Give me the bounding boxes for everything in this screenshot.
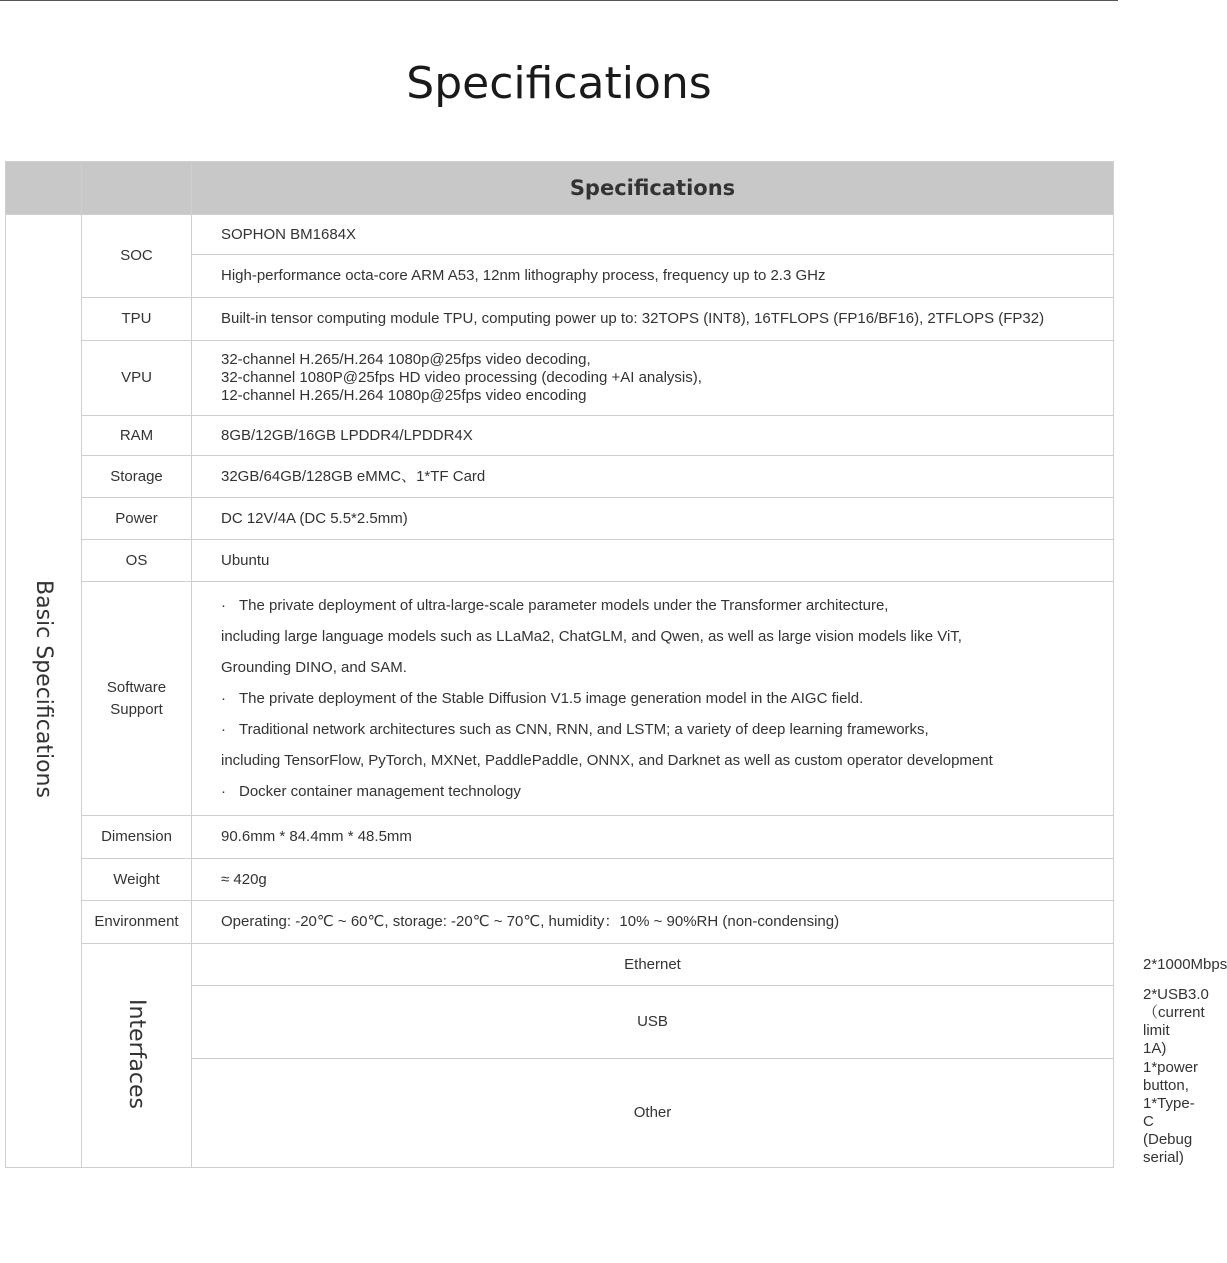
row-value-storage: 32GB/64GB/128GB eMMC、1*TF Card bbox=[192, 456, 1114, 498]
bullet: · bbox=[221, 783, 226, 800]
table-header-row bbox=[6, 162, 1114, 215]
row-label-os: OS bbox=[82, 540, 192, 582]
row-label-weight: Weight bbox=[82, 859, 192, 901]
table-row bbox=[6, 298, 1114, 341]
software-text: The private deployment of the Stable Diffusion V1.5 image generation model in the AIGC field. bbox=[239, 690, 864, 707]
software-label-line: Software bbox=[106, 678, 167, 696]
row-value-tpu: Built-in tensor computing module TPU, computing power up to: 32TOPS (INT8), 16TFLOPS (FP16/BF16), 2TFLOPS (FP32) bbox=[192, 298, 1114, 341]
table-row bbox=[6, 456, 1114, 498]
vpu-line: 32-channel H.265/H.264 1080p@25fps video decoding, bbox=[221, 351, 591, 368]
table-row bbox=[6, 341, 1114, 416]
table-row bbox=[6, 901, 1114, 944]
row-label-storage: Storage bbox=[82, 456, 192, 498]
table-row bbox=[6, 215, 1114, 255]
vpu-line: 32-channel 1080P@25fps HD video processing (decoding +AI analysis), bbox=[221, 369, 702, 386]
row-label-power: Power bbox=[82, 498, 192, 540]
row-label-vpu: VPU bbox=[82, 341, 192, 416]
table-row: Interfaces Ethernet 2*1000Mbps bbox=[6, 944, 1114, 986]
row-value-power: DC 12V/4A (DC 5.5*2.5mm) bbox=[192, 498, 1114, 540]
row-label-ethernet: Ethernet bbox=[192, 944, 1114, 986]
vpu-line: 12-channel H.265/H.264 1080p@25fps video encoding bbox=[221, 387, 587, 404]
page-title: Specifications bbox=[406, 58, 712, 109]
bullet: · bbox=[221, 597, 226, 614]
row-label-tpu: TPU bbox=[82, 298, 192, 341]
row-value-software-support bbox=[192, 582, 1114, 816]
header-blank-2 bbox=[82, 162, 192, 215]
software-text: Docker container management technology bbox=[239, 783, 521, 800]
group-label: Interfaces bbox=[124, 998, 149, 1109]
header-blank-1 bbox=[6, 162, 82, 215]
row-value-weight: ≈ 420g bbox=[192, 859, 1114, 901]
row-value-soc-1: SOPHON BM1684X bbox=[192, 215, 1114, 255]
software-line bbox=[192, 590, 1103, 621]
table-row bbox=[6, 498, 1114, 540]
row-value-dimension: 90.6mm * 84.4mm * 48.5mm bbox=[192, 816, 1114, 859]
top-divider bbox=[0, 0, 1118, 1]
row-value-environment: Operating: -20℃ ~ 60℃, storage: -20℃ ~ 70℃, humidity：10% ~ 90%RH (non-condensing) bbox=[192, 901, 1114, 944]
row-label-dimension: Dimension bbox=[82, 816, 192, 859]
row-label-usb: USB bbox=[192, 986, 1114, 1059]
spec-table bbox=[5, 161, 1227, 1168]
table-row bbox=[6, 540, 1114, 582]
table-row bbox=[6, 416, 1114, 456]
software-text: Traditional network architectures such as CNN, RNN, and LSTM; a variety of deep learning frameworks, bbox=[239, 721, 929, 738]
row-value-vpu bbox=[192, 341, 1114, 416]
software-line: including large language models such as LLaMa2, ChatGLM, and Qwen, as well as large vision models like ViT, bbox=[221, 628, 962, 645]
row-label-environment: Environment bbox=[82, 901, 192, 944]
row-label-software-support bbox=[82, 582, 192, 816]
table-row bbox=[6, 816, 1114, 859]
row-value-os: Ubuntu bbox=[192, 540, 1114, 582]
row-label-ram: RAM bbox=[82, 416, 192, 456]
row-value-ram: 8GB/12GB/16GB LPDDR4/LPDDR4X bbox=[192, 416, 1114, 456]
software-line bbox=[192, 683, 1103, 714]
row-label-soc: SOC bbox=[82, 215, 192, 298]
group-label: Basic Specifications bbox=[31, 580, 56, 798]
table-header: Specifications bbox=[192, 162, 1114, 215]
table-row bbox=[6, 859, 1114, 901]
software-text: The private deployment of ultra-large-scale parameter models under the Transformer architecture, bbox=[239, 597, 889, 614]
table-row bbox=[6, 582, 1114, 816]
table-row: USB 2*USB3.0（current limit 1A) bbox=[6, 986, 1114, 1059]
row-label-other: Other bbox=[192, 1059, 1114, 1168]
software-label-line: Support bbox=[110, 700, 163, 718]
bullet: · bbox=[221, 690, 226, 707]
bullet: · bbox=[221, 721, 226, 738]
table-row: Other 1*power button, 1*Type-C (Debug serial) bbox=[6, 1059, 1114, 1168]
row-value-soc-2: High-performance octa-core ARM A53, 12nm lithography process, frequency up to 2.3 GHz bbox=[192, 255, 1114, 298]
group-interfaces bbox=[82, 944, 192, 1168]
software-line bbox=[192, 714, 1103, 745]
group-basic-specifications bbox=[6, 215, 82, 1168]
software-line: including TensorFlow, PyTorch, MXNet, PaddlePaddle, ONNX, and Darknet as well as custom operator development bbox=[221, 752, 993, 769]
software-line bbox=[192, 776, 1103, 807]
software-line: Grounding DINO, and SAM. bbox=[221, 659, 407, 676]
